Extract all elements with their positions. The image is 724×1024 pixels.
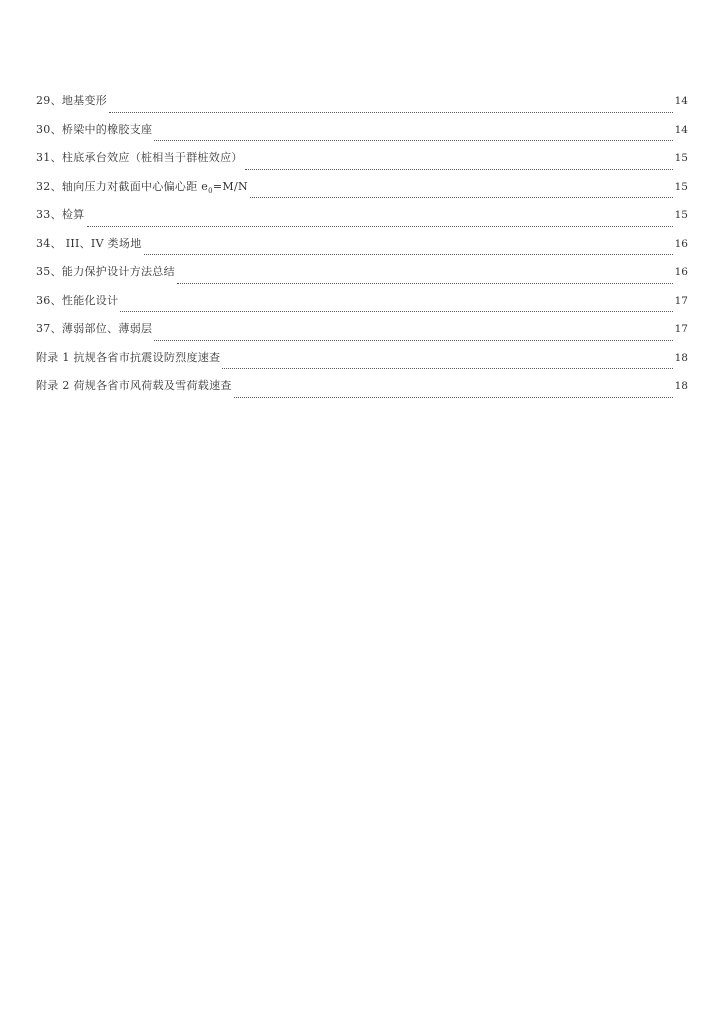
toc-entry[interactable] bbox=[36, 93, 688, 122]
toc-entry-page: 15 bbox=[674, 180, 688, 193]
toc-entry-page: 15 bbox=[674, 152, 688, 164]
toc-entry-title: 30、桥梁中的橡胶支座 bbox=[36, 122, 153, 136]
subscript: 0 bbox=[208, 186, 213, 195]
toc-entry[interactable] bbox=[36, 378, 688, 407]
dot-leader bbox=[120, 310, 672, 312]
dot-leader bbox=[245, 168, 673, 170]
toc-entry-page: 18 bbox=[674, 380, 688, 392]
toc-entry[interactable] bbox=[36, 321, 688, 350]
toc-entry[interactable] bbox=[36, 236, 688, 265]
dot-leader bbox=[177, 282, 673, 284]
dot-leader bbox=[109, 111, 673, 113]
toc-entry[interactable] bbox=[36, 293, 688, 322]
toc-entry-page: 18 bbox=[674, 351, 688, 364]
toc-entry-page: 16 bbox=[674, 237, 688, 250]
toc-entry[interactable] bbox=[36, 150, 688, 179]
toc-entry-page: 17 bbox=[674, 323, 688, 335]
toc-entry-page: 14 bbox=[674, 95, 688, 107]
toc-entry-page: 16 bbox=[674, 266, 688, 278]
toc-entry-title: 29、地基变形 bbox=[36, 94, 108, 107]
toc-entry-title-main: 32、轴向压力对截面中心偏心距 e bbox=[36, 179, 209, 193]
toc-entry-title: 36、性能化设计 bbox=[36, 293, 119, 307]
toc-entry-title: 33、检算 bbox=[36, 208, 85, 221]
toc-entry-title: 附录 2 荷规各省市风荷载及雪荷载速查 bbox=[36, 379, 232, 392]
toc-entry-title: 34、 III、IV 类场地 bbox=[36, 236, 142, 250]
dot-leader bbox=[222, 367, 672, 369]
dot-leader bbox=[144, 253, 673, 255]
toc-entry-title-tail: =M/N bbox=[212, 179, 248, 193]
toc-entry-title: 35、能力保护设计方法总结 bbox=[36, 265, 175, 278]
toc-entry[interactable] bbox=[36, 122, 688, 151]
toc-entry-page: 17 bbox=[674, 294, 688, 307]
toc-entry[interactable] bbox=[36, 350, 688, 379]
toc-entry[interactable] bbox=[36, 207, 688, 236]
toc-entry-title: 31、柱底承台效应（桩相当于群桩效应） bbox=[36, 151, 243, 164]
dot-leader bbox=[250, 196, 673, 198]
toc-entry[interactable] bbox=[36, 179, 688, 208]
dot-leader bbox=[234, 396, 673, 398]
dot-leader bbox=[87, 225, 673, 227]
toc-entry-page: 14 bbox=[674, 123, 688, 136]
toc-entry-title: 附录 1 抗规各省市抗震设防烈度速查 bbox=[36, 350, 221, 364]
dot-leader bbox=[154, 339, 672, 341]
dot-leader bbox=[154, 139, 672, 141]
toc-entry-title: 37、薄弱部位、薄弱层 bbox=[36, 322, 153, 335]
table-of-contents bbox=[36, 93, 688, 407]
toc-entry-title bbox=[36, 179, 248, 199]
toc-entry-page: 15 bbox=[674, 209, 688, 221]
toc-entry[interactable] bbox=[36, 264, 688, 293]
